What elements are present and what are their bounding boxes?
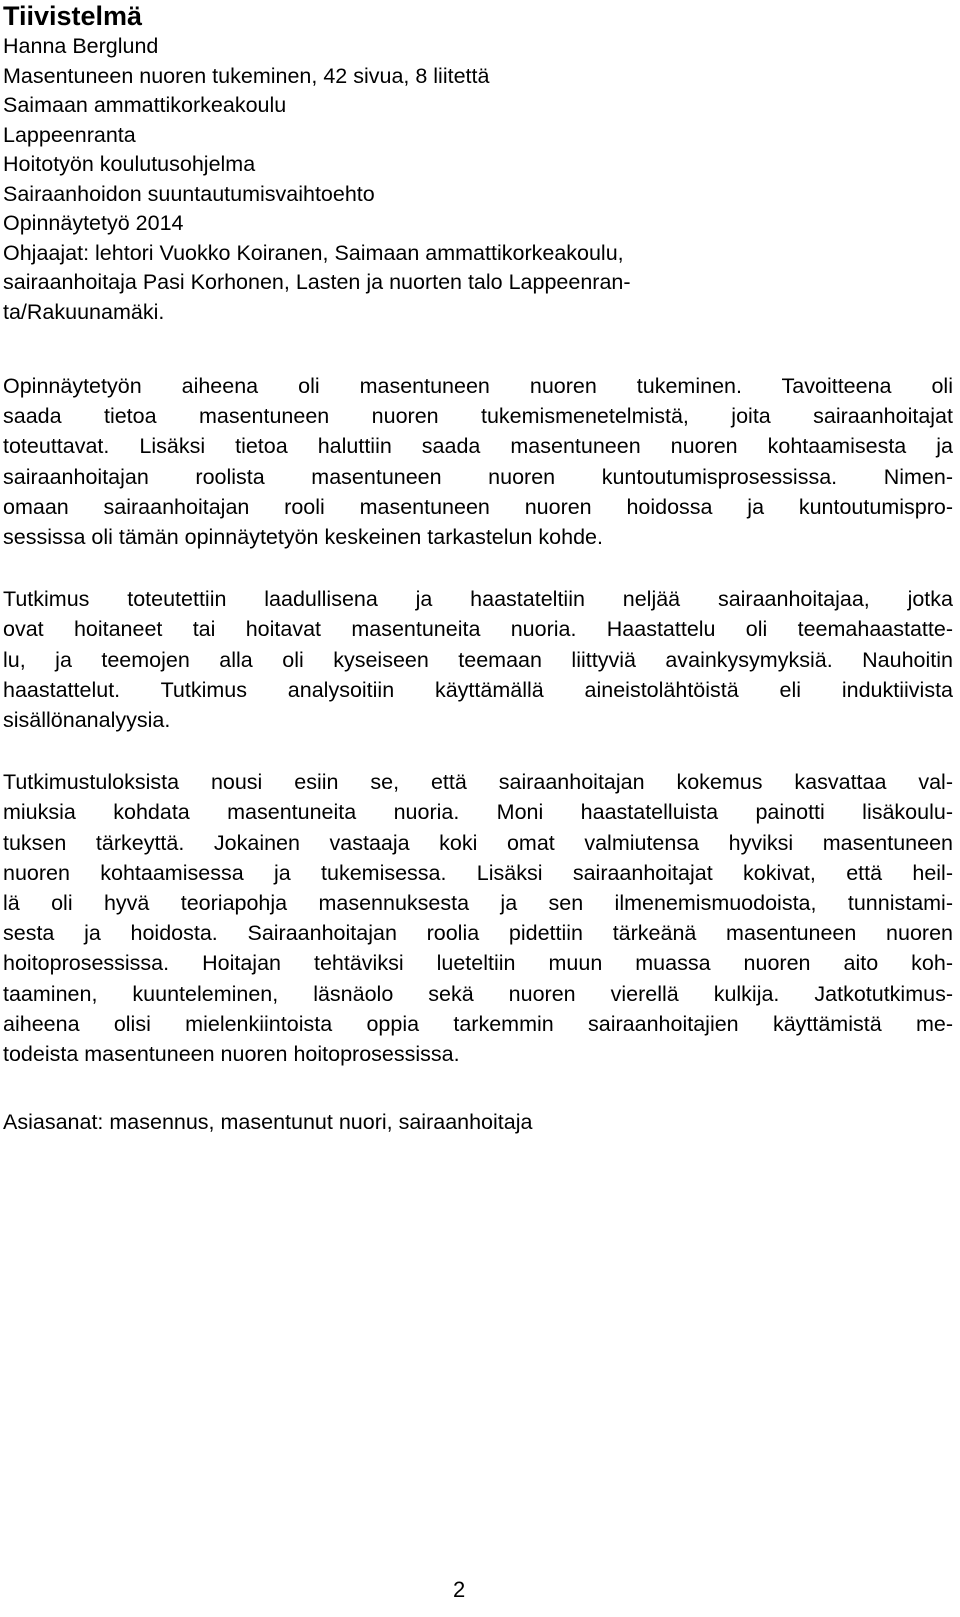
thesis-year-line: Opinnäytetyö 2014: [3, 211, 184, 235]
specialisation-line: Sairaanhoidon suuntautumisvaihtoehto: [3, 181, 375, 206]
supervisors-line-2: sairaanhoitaja Pasi Korhonen, Lasten ja nuorten talo Lappeenran-: [3, 270, 631, 294]
text-line: aiheena olisi mielenkiintoista oppia tarkemmin sairaanhoitajien käyttämistä me-: [3, 1011, 953, 1036]
text-line: haastattelut. Tutkimus analysoitiin käyttämällä aineistolähtöistä eli induktiivista: [3, 677, 953, 702]
text-line: sesta ja hoidosta. Sairaanhoitajan roolia pidettiin tärkeänä masentuneen nuoren: [3, 921, 953, 946]
text-line: sisällönanalyysia.: [3, 708, 171, 733]
text-line: hoitoprosessissa. Hoitajan tehtäviksi lueteltiin muun muassa nuoren aito koh-: [3, 951, 953, 976]
text-line: lu, ja teemojen alla oli kyseiseen teemaan liittyviä avainkysymyksiä. Nauhoitin: [3, 647, 953, 672]
text-line: sessissa oli tämän opinnäytetyön keskeinen tarkastelun kohde.: [3, 525, 603, 550]
institution-line: Saimaan ammattikorkeakoulu: [3, 93, 287, 117]
text-line: tuksen tärkeyttä. Jokainen vastaaja koki omat valmiutensa hyviksi masentuneen: [3, 830, 953, 855]
supervisors-line-1: Ohjaajat: lehtori Vuokko Koiranen, Saimaan ammattikorkeakoulu,: [3, 240, 624, 265]
page-number: 2: [453, 1577, 466, 1602]
text-line: saada tietoa masentuneen nuoren tukemismenetelmistä, joita sairaanhoitajat: [3, 404, 953, 429]
abstract-paragraph-results: [3, 767, 953, 1069]
keywords-line: [3, 1107, 953, 1137]
author-line: Hanna Berglund: [3, 34, 159, 58]
degree-programme-line: Hoitotyön koulutusohjelma: [3, 152, 256, 176]
text-line: toteuttavat. Lisäksi tietoa haluttiin saada masentuneen nuoren kohtaamisesta ja: [3, 434, 953, 459]
text-line: Tutkimustuloksista nousi esiin se, että sairaanhoitajan kokemus kasvattaa val-: [3, 770, 953, 795]
thesis-title-line: Masentuneen nuoren tukeminen, 42 sivua, 8 liitettä: [3, 63, 490, 88]
text-line: Opinnäytetyön aiheena oli masentuneen nuoren tukeminen. Tavoitteena oli: [3, 374, 953, 398]
text-line: omaan sairaanhoitajan rooli masentuneen nuoren hoidossa ja kuntoutumispro-: [3, 494, 953, 519]
text-line: ovat hoitaneet tai hoitavat masentuneita nuoria. Haastattelu oli teemahaastatte-: [3, 617, 953, 642]
text-line: miuksia kohdata masentuneita nuoria. Moni haastatelluista painotti lisäkoulu-: [3, 800, 953, 825]
text-line: todeista masentuneen nuoren hoitoprosessissa.: [3, 1042, 460, 1067]
abstract-paragraph-aim: [3, 371, 953, 552]
metadata-block: [3, 32, 953, 327]
text-line: Tutkimus toteutettiin laadullisena ja haastateltiin neljää sairaanhoitajaa, jotka: [3, 587, 953, 612]
text-line: lä oli hyvä teoriapohja masennuksesta ja sen ilmenemismuodoista, tunnistami-: [3, 891, 953, 916]
keywords-text: Asiasanat: masennus, masentunut nuori, sairaanhoitaja: [3, 1110, 533, 1135]
text-line: sairaanhoitajan roolista masentuneen nuoren kuntoutumisprosessissa. Nimen-: [3, 464, 953, 489]
text-line: nuoren kohtaamisessa ja tukemisessa. Lisäksi sairaanhoitajat kokivat, että heil-: [3, 860, 953, 885]
text-line: taaminen, kuunteleminen, läsnäolo sekä nuoren vierellä kulkija. Jatkotutkimus-: [3, 981, 953, 1006]
page-title: Tiivistelmä: [3, 1, 143, 31]
abstract-page: [3, 0, 953, 1137]
city-line: Lappeenranta: [3, 122, 136, 147]
supervisors-line-3: ta/Rakuunamäki.: [3, 299, 165, 324]
abstract-paragraph-method: [3, 584, 953, 735]
